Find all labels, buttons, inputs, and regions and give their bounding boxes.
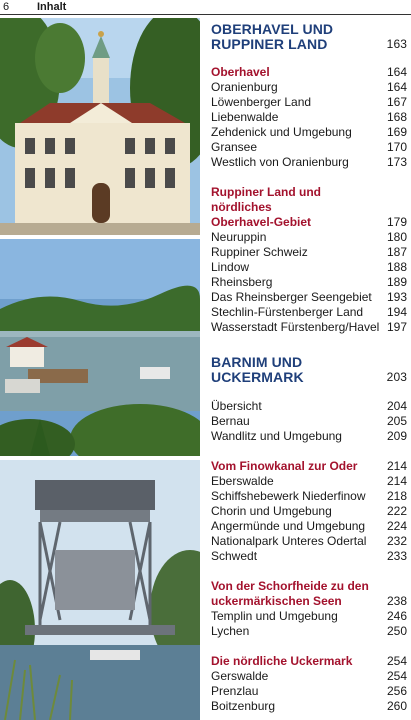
entry-name: Stechlin-Fürstenberger Land: [211, 305, 364, 319]
group-spacer: [211, 385, 407, 399]
entry-page: 168: [386, 110, 407, 124]
entry-page: 173: [386, 155, 407, 169]
entry-name: Rheinsberg: [211, 275, 273, 289]
toc-entry: [211, 504, 407, 519]
group-title: [211, 185, 407, 230]
group-title-line: uckermärkischen Seen: [211, 594, 342, 608]
photo-ship-lift: [0, 460, 200, 720]
page-number: 6: [3, 1, 10, 13]
group-spacer: [211, 444, 407, 459]
toc-region: [211, 355, 407, 714]
entry-page: 193: [386, 290, 407, 304]
toc-entry: [211, 474, 407, 489]
toc-entry: [211, 245, 407, 260]
group-spacer: [211, 52, 407, 65]
entry-page: 246: [386, 609, 407, 623]
entry-page: 204: [386, 399, 407, 413]
entry-name: Boitzenburg: [211, 699, 276, 713]
entry-page: 214: [386, 474, 407, 488]
toc-region: [211, 22, 407, 335]
entry-page: 254: [386, 669, 407, 683]
toc-entry: [211, 519, 407, 534]
group-title-line: Oberhavel: [211, 65, 270, 79]
entry-name: Westlich von Oranienburg: [211, 155, 349, 169]
entry-name: Nationalpark Unteres Odertal: [211, 534, 367, 548]
entry-name: Chorin und Umgebung: [211, 504, 332, 518]
entry-page: 209: [386, 429, 407, 443]
group-page: 238: [386, 594, 407, 608]
group-title: [211, 654, 407, 669]
group-title: [211, 579, 407, 609]
region-title: [211, 22, 407, 52]
group-spacer: [211, 564, 407, 579]
entry-name: Liebenwalde: [211, 110, 279, 124]
group-title-line: Ruppiner Land und nördliches: [211, 185, 321, 214]
entry-page: 222: [386, 504, 407, 518]
toc-entry: [211, 669, 407, 684]
group-spacer: [211, 170, 407, 185]
group-page: 214: [386, 459, 407, 473]
entry-name: Wasserstadt Fürstenberg/Havel: [211, 320, 380, 334]
entry-name: Neuruppin: [211, 230, 267, 244]
toc-entry: [211, 609, 407, 624]
entry-page: 232: [386, 534, 407, 548]
group-title-line: Die nördliche Uckermark: [211, 654, 353, 668]
entry-name: Ruppiner Schweiz: [211, 245, 308, 259]
toc-entry: [211, 305, 407, 320]
entry-name: Lindow: [211, 260, 250, 274]
toc-entry: [211, 429, 407, 444]
photo-palace: [0, 18, 200, 235]
entry-page: 256: [386, 684, 407, 698]
entry-page: 218: [386, 489, 407, 503]
group-title: [211, 459, 407, 474]
entry-name: Eberswalde: [211, 474, 274, 488]
entry-name: Gransee: [211, 140, 258, 154]
entry-name: Zehdenick und Umgebung: [211, 125, 352, 139]
group-page: 164: [386, 65, 407, 79]
toc-entry: [211, 320, 407, 335]
entry-page: 169: [386, 125, 407, 139]
toc-entry: [211, 699, 407, 714]
toc-entry: [211, 275, 407, 290]
region-title-line: OBERHAVEL UND: [211, 21, 334, 37]
group-page: 254: [386, 654, 407, 668]
photo-lake: [0, 239, 200, 456]
entry-page: 260: [386, 699, 407, 713]
entry-page: 188: [386, 260, 407, 274]
header-rule: [0, 14, 411, 15]
entry-page: 194: [386, 305, 407, 319]
toc-entry: [211, 489, 407, 504]
entry-page: 170: [386, 140, 407, 154]
group-title: [211, 65, 407, 80]
entry-name: Wandlitz und Umgebung: [211, 429, 342, 443]
entry-name: Prenzlau: [211, 684, 259, 698]
entry-name: Löwenberger Land: [211, 95, 312, 109]
entry-name: Das Rheinsberger Seengebiet: [211, 290, 372, 304]
entry-page: 187: [386, 245, 407, 259]
entry-page: 180: [386, 230, 407, 244]
toc-entry: [211, 260, 407, 275]
entry-name: Gerswalde: [211, 669, 269, 683]
entry-page: 189: [386, 275, 407, 289]
group-page: 179: [386, 215, 407, 229]
toc-entry: [211, 140, 407, 155]
group-spacer: [211, 639, 407, 654]
toc-entry: [211, 95, 407, 110]
entry-page: 197: [386, 320, 407, 334]
entry-name: Übersicht: [211, 399, 262, 413]
toc-entry: [211, 684, 407, 699]
toc-entry: [211, 399, 407, 414]
toc-entry: [211, 230, 407, 245]
entry-page: 250: [386, 624, 407, 638]
entry-name: Oranienburg: [211, 80, 278, 94]
toc-entry: [211, 549, 407, 564]
toc-entry: [211, 125, 407, 140]
toc-entry: [211, 290, 407, 305]
entry-name: Schiffshebewerk Niederfinow: [211, 489, 366, 503]
entry-page: 205: [386, 414, 407, 428]
section-title: Inhalt: [37, 1, 67, 13]
region-title-line: UCKERMARK: [211, 369, 304, 385]
region-page: 163: [386, 37, 407, 51]
toc-entry: [211, 80, 407, 95]
toc-entry: [211, 110, 407, 125]
toc-entry: [211, 534, 407, 549]
entry-name: Angermünde und Umgebung: [211, 519, 366, 533]
region-title-line: RUPPINER LAND: [211, 36, 328, 52]
region-title-line: BARNIM UND: [211, 354, 303, 370]
toc-entry: [211, 414, 407, 429]
group-title-line: Von der Schorfheide zu den: [211, 579, 369, 593]
page-header: [0, 0, 411, 14]
entry-name: Schwedt: [211, 549, 258, 563]
entry-page: 224: [386, 519, 407, 533]
entry-name: Templin und Umgebung: [211, 609, 338, 623]
toc-entry: [211, 155, 407, 170]
group-title-line: Oberhavel-Gebiet: [211, 215, 312, 229]
entry-page: 233: [386, 549, 407, 563]
entry-page: 167: [386, 95, 407, 109]
group-title-line: Vom Finowkanal zur Oder: [211, 459, 358, 473]
region-page: 203: [386, 370, 407, 384]
region-title: [211, 355, 407, 385]
entry-name: Bernau: [211, 414, 250, 428]
toc-entry: [211, 624, 407, 639]
entry-name: Lychen: [211, 624, 250, 638]
entry-page: 164: [386, 80, 407, 94]
